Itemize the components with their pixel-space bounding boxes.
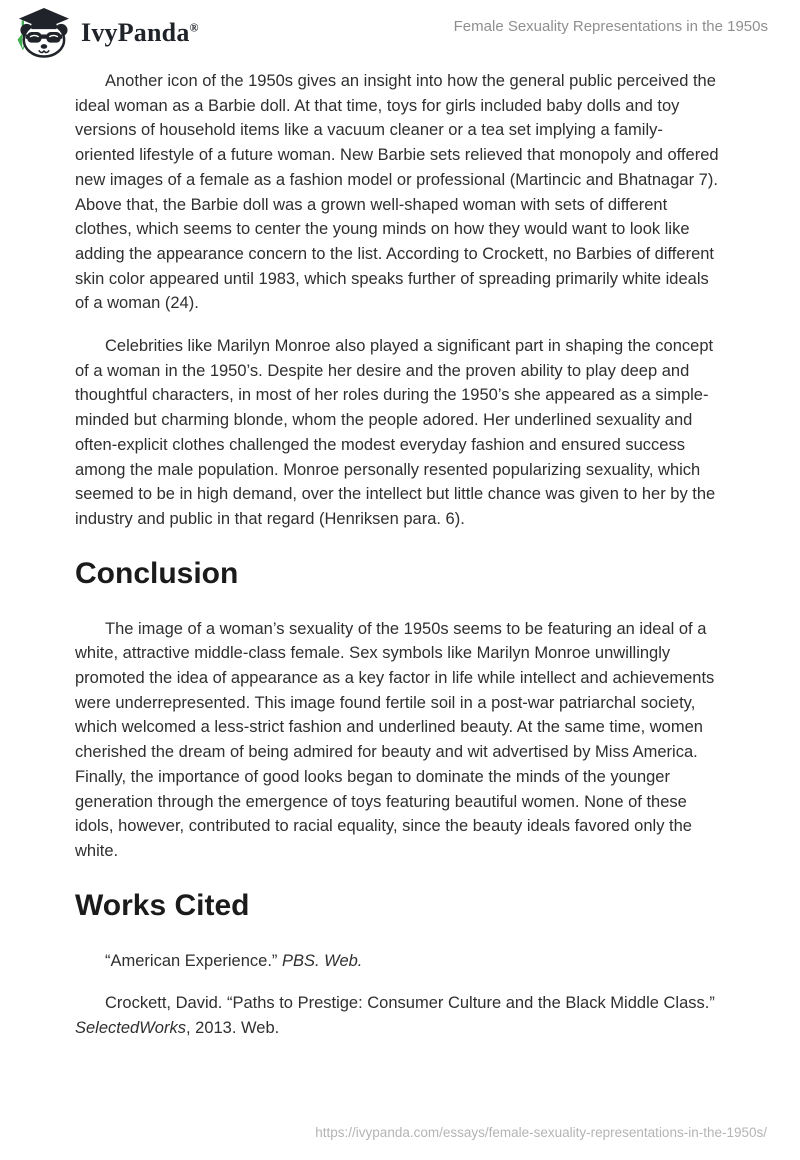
heading-works-cited: Works Cited xyxy=(75,888,250,922)
essay-paragraph-monroe: Celebrities like Marilyn Monroe also played a significant part in shaping the concept of a woman in the 1950’s. Despite her desire and the proven ability to play deep and thoughtful characters, in most of her roles during the 1950’s she appeared as a simple-minded but charming blonde, whom the people adored. Her underlined sexuality and often-explicit clothes challenged the modest everyday fashion and ensured success among the male population. Monroe personally resented popularizing sexuality, which seemed to be in high demand, over the intellect but little chance was given to her by the industry and public in that regard (Henriksen para. 6). xyxy=(75,337,716,528)
citation-american-experience xyxy=(75,949,721,974)
panda-logo-icon xyxy=(14,8,72,58)
brand-name-text: IvyPanda xyxy=(81,18,190,47)
citation-italic-source: SelectedWorks xyxy=(75,1019,186,1038)
footer-source-url[interactable]: https://ivypanda.com/essays/female-sexuality-representations-in-the-1950s/ xyxy=(315,1125,767,1140)
citation-text: Crockett, David. “Paths to Prestige: Consumer Culture and the Black Middle Class.” xyxy=(105,994,715,1013)
brand-logo xyxy=(14,8,199,58)
citation-italic-source: PBS. Web. xyxy=(281,951,363,970)
trademark-symbol: ® xyxy=(189,20,199,35)
heading-conclusion: Conclusion xyxy=(75,556,239,590)
citation-text: , 2013. Web. xyxy=(185,1019,280,1038)
essay-paragraph-barbie: Another icon of the 1950s gives an insight into how the general public perceived the ideal woman as a Barbie doll. At that time, toys for girls included baby dolls and toy versions of household items like a vacuum cleaner or a tea set implying a family-oriented lifestyle of a future woman. New Barbie sets relieved that monopoly and offered new images of a female as a fashion model or professional (Martincic and Bhatnagar 7). Above that, the Barbie doll was a grown well-shaped woman with sets of different clothes, which seems to center the young minds on how they would want to look like adding the appearance concern to the list. According to Crockett, no Barbies of different skin color appeared until 1983, which speaks further of spreading primarily white ideals of a woman (24). xyxy=(75,72,719,313)
citation-crockett xyxy=(75,991,721,1040)
brand-name xyxy=(81,8,199,58)
page-header xyxy=(14,8,768,58)
essay-body xyxy=(75,69,721,1059)
essay-paragraph-conclusion: The image of a woman’s sexuality of the 1950s seems to be featuring an ideal of a white, attractive middle-class female. Sex symbols like Marilyn Monroe unwillingly promoted the idea of appearance as a key factor in life while intellect and achievements were underrepresented. This image found fertile soil in a post-war patriarchal society, which welcomed a less-strict fashion and underlined beauty. At the same time, women cherished the dream of being admired for beauty and wit advertised by Miss America. Finally, the importance of good looks began to dominate the minds of the younger generation through the emergence of toys featuring beautiful women. None of these idols, however, contributed to racial equality, since the beauty ideals favored only the white. xyxy=(75,619,715,860)
citation-text: “American Experience.” xyxy=(105,951,282,970)
document-title: Female Sexuality Representations in the 1950s xyxy=(453,18,768,35)
